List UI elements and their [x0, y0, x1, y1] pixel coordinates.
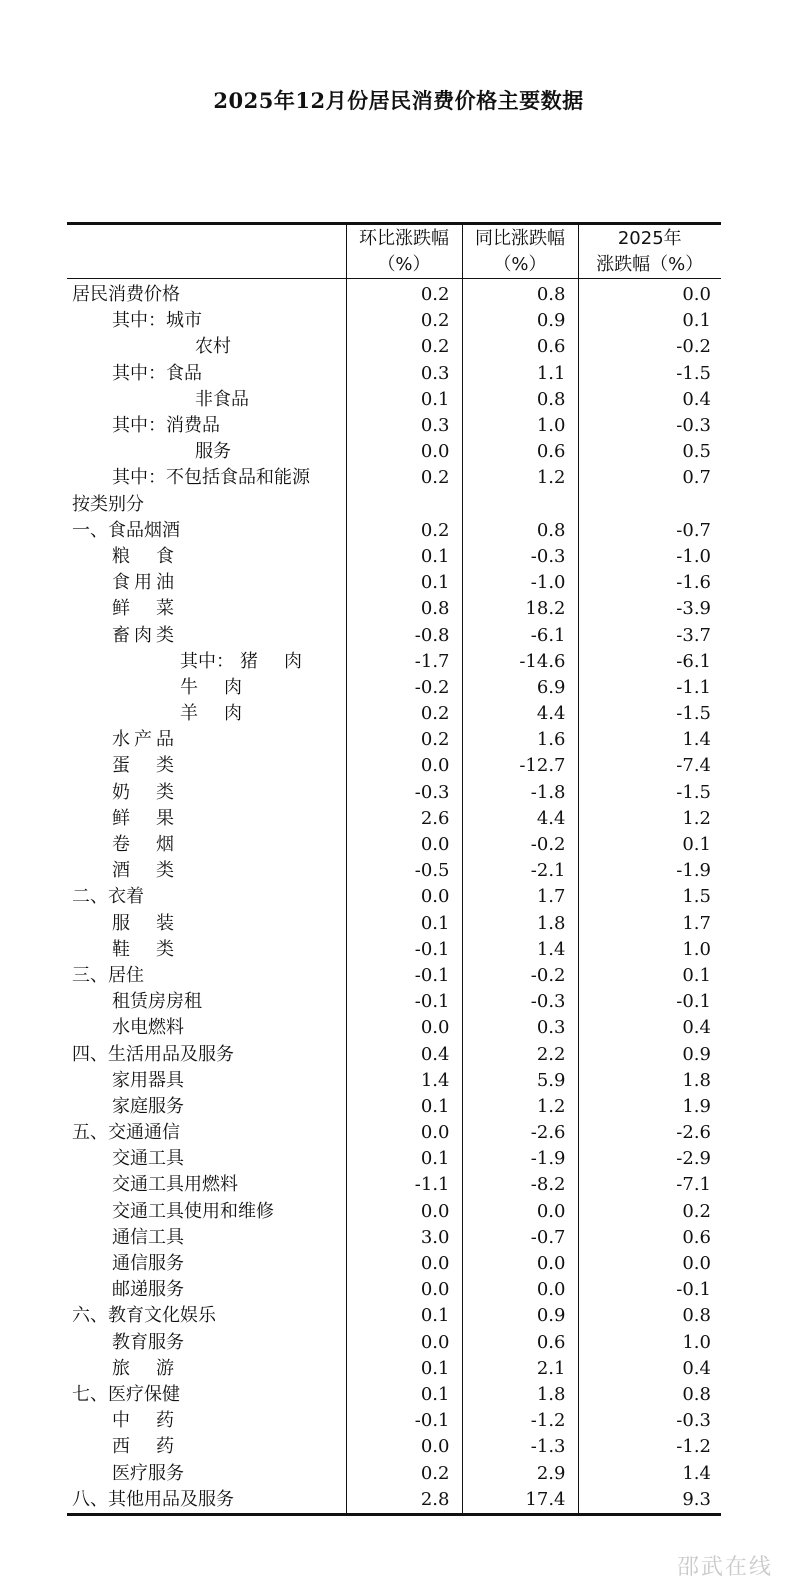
row-label: 其中：城市	[112, 310, 202, 332]
row-label: 交通工具	[112, 1148, 184, 1170]
year-value: 0.2	[578, 1199, 721, 1225]
row-label: 交通工具用燃料	[112, 1174, 238, 1196]
table-row	[67, 1303, 721, 1329]
mom-value: 0.1	[346, 911, 462, 937]
year-value: 0.4	[578, 1015, 721, 1041]
year-value: 0.7	[578, 465, 721, 491]
table-row	[67, 1330, 721, 1356]
yoy-value: 4.4	[462, 701, 578, 727]
table-row	[67, 1146, 721, 1172]
yoy-value: 1.1	[462, 361, 578, 387]
table-row	[67, 937, 721, 963]
table-row	[67, 806, 721, 832]
year-value: 1.0	[578, 937, 721, 963]
year-value: -3.9	[578, 596, 721, 622]
row-label: 一、食品烟酒	[72, 519, 180, 541]
mom-value: 0.2	[346, 334, 462, 360]
row-label: 八、其他用品及服务	[72, 1488, 234, 1510]
year-value: 1.0	[578, 1330, 721, 1356]
yoy-value: 0.6	[462, 334, 578, 360]
row-label: 牛肉	[180, 676, 268, 698]
yoy-value: 5.9	[462, 1068, 578, 1094]
year-value: -0.1	[578, 1277, 721, 1303]
table-row	[67, 413, 721, 439]
table-row	[67, 858, 721, 884]
yoy-value: 1.2	[462, 465, 578, 491]
yoy-value: 0.6	[462, 439, 578, 465]
row-label: 四、生活用品及服务	[72, 1043, 234, 1065]
table-row	[67, 1356, 721, 1382]
yoy-value: 1.6	[462, 727, 578, 753]
table-row	[67, 1460, 721, 1486]
row-label: 鞋类	[112, 938, 200, 960]
row-label: 通信工具	[112, 1226, 184, 1248]
year-value: 1.4	[578, 727, 721, 753]
year-value: 0.9	[578, 1041, 721, 1067]
row-label: 租赁房房租	[112, 991, 202, 1013]
yoy-value: -1.2	[462, 1408, 578, 1434]
table-row	[67, 911, 721, 937]
year-value: 1.7	[578, 911, 721, 937]
table-row	[67, 1199, 721, 1225]
mom-value: -0.8	[346, 622, 462, 648]
table-row	[67, 279, 721, 309]
table-row	[67, 334, 721, 360]
year-value: -1.5	[578, 361, 721, 387]
year-value	[578, 492, 721, 518]
year-value: -0.7	[578, 518, 721, 544]
mom-value: 0.4	[346, 1041, 462, 1067]
row-label: 交通工具使用和维修	[112, 1200, 274, 1222]
year-value: -0.2	[578, 334, 721, 360]
table-row	[67, 1408, 721, 1434]
row-label: 农村	[195, 336, 231, 358]
mom-value: -0.1	[346, 937, 462, 963]
row-label: 二、衣着	[72, 886, 144, 908]
table-row	[67, 1172, 721, 1198]
header-year-line2: 涨跌幅（%）	[596, 253, 704, 275]
header-mom-line2: （%）	[377, 253, 431, 275]
mom-value: 0.2	[346, 1460, 462, 1486]
row-label: 水电燃料	[112, 1017, 184, 1039]
yoy-value: 0.8	[462, 518, 578, 544]
yoy-value: -1.9	[462, 1146, 578, 1172]
row-label: 其中：消费品	[112, 415, 220, 437]
yoy-value: -0.3	[462, 544, 578, 570]
mom-value: 3.0	[346, 1225, 462, 1251]
year-value: 0.1	[578, 308, 721, 334]
year-value: -1.5	[578, 701, 721, 727]
mom-value: 0.0	[346, 884, 462, 910]
header-yoy	[462, 224, 578, 279]
yoy-value: 6.9	[462, 675, 578, 701]
year-value: -0.1	[578, 989, 721, 1015]
year-value: -1.2	[578, 1434, 721, 1460]
row-label: 旅游	[112, 1357, 200, 1379]
mom-value: 0.2	[346, 701, 462, 727]
mom-value: 0.0	[346, 1277, 462, 1303]
header-year	[578, 224, 721, 279]
row-label: 其中： 猪肉	[180, 650, 328, 672]
mom-value: 0.2	[346, 465, 462, 491]
row-label: 食用油	[112, 572, 178, 594]
yoy-value: 1.7	[462, 884, 578, 910]
row-label: 家用器具	[112, 1069, 184, 1091]
yoy-value: -14.6	[462, 649, 578, 675]
yoy-value: 4.4	[462, 806, 578, 832]
year-value: -1.9	[578, 858, 721, 884]
mom-value: 0.0	[346, 1120, 462, 1146]
year-value: 0.4	[578, 387, 721, 413]
mom-value: 0.0	[346, 1434, 462, 1460]
yoy-value: -0.3	[462, 989, 578, 1015]
mom-value: -0.2	[346, 675, 462, 701]
row-label: 教育服务	[112, 1331, 184, 1353]
yoy-value: -8.2	[462, 1172, 578, 1198]
year-value: 0.4	[578, 1356, 721, 1382]
year-value: 9.3	[578, 1487, 721, 1515]
year-value: -7.1	[578, 1172, 721, 1198]
mom-value: 0.0	[346, 832, 462, 858]
table-row	[67, 1277, 721, 1303]
mom-value: 0.8	[346, 596, 462, 622]
yoy-value: 1.2	[462, 1094, 578, 1120]
mom-value: -1.1	[346, 1172, 462, 1198]
table-row	[67, 1041, 721, 1067]
yoy-value: -1.8	[462, 780, 578, 806]
header-year-line1: 2025年	[617, 227, 682, 249]
row-label: 羊肉	[180, 703, 268, 725]
table-row	[67, 518, 721, 544]
row-label: 七、医疗保健	[72, 1383, 180, 1405]
table-row	[67, 465, 721, 491]
mom-value: -0.3	[346, 780, 462, 806]
mom-value: 0.0	[346, 439, 462, 465]
yoy-value: -1.3	[462, 1434, 578, 1460]
yoy-value: -6.1	[462, 622, 578, 648]
mom-value: 0.0	[346, 753, 462, 779]
table-row	[67, 1225, 721, 1251]
row-label: 通信服务	[112, 1253, 184, 1275]
table-row	[67, 753, 721, 779]
yoy-value: 2.9	[462, 1460, 578, 1486]
mom-value: 0.1	[346, 544, 462, 570]
table-row	[67, 1094, 721, 1120]
year-value: -1.5	[578, 780, 721, 806]
yoy-value: -1.0	[462, 570, 578, 596]
row-label: 服装	[112, 912, 200, 934]
row-label: 其中：不包括食品和能源	[112, 467, 310, 489]
header-mom-line1: 环比涨跌幅	[359, 227, 449, 249]
mom-value	[346, 492, 462, 518]
yoy-value: 0.0	[462, 1277, 578, 1303]
table-row	[67, 989, 721, 1015]
row-label: 非食品	[195, 388, 249, 410]
yoy-value: 0.0	[462, 1251, 578, 1277]
year-value: 0.1	[578, 832, 721, 858]
table-row	[67, 570, 721, 596]
mom-value: -0.1	[346, 963, 462, 989]
table-row	[67, 596, 721, 622]
table-row	[67, 832, 721, 858]
yoy-value: -12.7	[462, 753, 578, 779]
cpi-table	[67, 222, 721, 1516]
table-row	[67, 1434, 721, 1460]
mom-value: 0.1	[346, 387, 462, 413]
mom-value: -0.1	[346, 1408, 462, 1434]
mom-value: 0.3	[346, 361, 462, 387]
row-label: 中药	[112, 1410, 200, 1432]
yoy-value: 0.9	[462, 1303, 578, 1329]
yoy-value: 0.9	[462, 308, 578, 334]
year-value: -2.6	[578, 1120, 721, 1146]
year-value: 0.8	[578, 1303, 721, 1329]
header-yoy-line1: 同比涨跌幅	[475, 227, 565, 249]
year-value: -1.1	[578, 675, 721, 701]
table-row	[67, 727, 721, 753]
yoy-value: -0.2	[462, 963, 578, 989]
table-row	[67, 308, 721, 334]
row-label: 按类别分	[72, 493, 144, 515]
table-header-row	[67, 224, 721, 279]
yoy-value: 1.8	[462, 1382, 578, 1408]
row-label: 奶类	[112, 781, 200, 803]
mom-value: 0.2	[346, 727, 462, 753]
header-yoy-line2: （%）	[493, 253, 547, 275]
year-value: 0.6	[578, 1225, 721, 1251]
table-row	[67, 361, 721, 387]
table-row	[67, 1015, 721, 1041]
year-value: 0.8	[578, 1382, 721, 1408]
row-label: 五、交通通信	[72, 1122, 180, 1144]
year-value: -3.7	[578, 622, 721, 648]
year-value: 1.9	[578, 1094, 721, 1120]
mom-value: 0.1	[346, 1094, 462, 1120]
row-label: 水产品	[112, 729, 178, 751]
year-value: -7.4	[578, 753, 721, 779]
table-row	[67, 387, 721, 413]
yoy-value: -2.1	[462, 858, 578, 884]
row-label: 居民消费价格	[72, 284, 180, 306]
mom-value: 0.1	[346, 1356, 462, 1382]
year-value: -0.3	[578, 1408, 721, 1434]
year-value: -1.0	[578, 544, 721, 570]
header-item	[67, 224, 346, 279]
year-value: 1.5	[578, 884, 721, 910]
yoy-value: 0.8	[462, 387, 578, 413]
mom-value: 0.2	[346, 279, 462, 309]
mom-value: 0.3	[346, 413, 462, 439]
row-label: 服务	[195, 441, 231, 463]
row-label: 畜肉类	[112, 624, 178, 646]
year-value: -2.9	[578, 1146, 721, 1172]
yoy-value: 2.2	[462, 1041, 578, 1067]
table-row	[67, 649, 721, 675]
table-row	[67, 1251, 721, 1277]
mom-value: 2.6	[346, 806, 462, 832]
row-label: 酒类	[112, 860, 200, 882]
table-row	[67, 1068, 721, 1094]
header-mom	[346, 224, 462, 279]
row-label: 医疗服务	[112, 1462, 184, 1484]
mom-value: 0.1	[346, 1146, 462, 1172]
mom-value: 0.0	[346, 1251, 462, 1277]
yoy-value: -0.7	[462, 1225, 578, 1251]
mom-value: 1.4	[346, 1068, 462, 1094]
yoy-value: 1.0	[462, 413, 578, 439]
row-label: 邮递服务	[112, 1279, 184, 1301]
year-value: 0.0	[578, 1251, 721, 1277]
yoy-value	[462, 492, 578, 518]
yoy-value: 2.1	[462, 1356, 578, 1382]
year-value: 1.2	[578, 806, 721, 832]
yoy-value: 0.6	[462, 1330, 578, 1356]
row-label: 鲜果	[112, 807, 200, 829]
row-label: 卷烟	[112, 834, 200, 856]
mom-value: 0.1	[346, 1382, 462, 1408]
table-row	[67, 439, 721, 465]
year-value: 0.1	[578, 963, 721, 989]
yoy-value: 1.4	[462, 937, 578, 963]
year-value: -6.1	[578, 649, 721, 675]
row-label: 六、教育文化娱乐	[72, 1305, 216, 1327]
table-row	[67, 492, 721, 518]
yoy-value: 0.8	[462, 279, 578, 309]
row-label: 鲜菜	[112, 598, 200, 620]
year-value: -0.3	[578, 413, 721, 439]
year-value: 0.5	[578, 439, 721, 465]
table-row	[67, 884, 721, 910]
yoy-value: 0.3	[462, 1015, 578, 1041]
mom-value: -0.5	[346, 858, 462, 884]
year-value: -1.6	[578, 570, 721, 596]
table-row	[67, 1487, 721, 1515]
mom-value: 0.2	[346, 518, 462, 544]
yoy-value: 0.0	[462, 1199, 578, 1225]
table-row	[67, 622, 721, 648]
mom-value: -0.1	[346, 989, 462, 1015]
mom-value: -1.7	[346, 649, 462, 675]
row-label: 蛋类	[112, 755, 200, 777]
table-row	[67, 1382, 721, 1408]
table-row	[67, 780, 721, 806]
yoy-value: 18.2	[462, 596, 578, 622]
row-label: 三、居住	[72, 964, 144, 986]
row-label: 家庭服务	[112, 1095, 184, 1117]
table-row	[67, 963, 721, 989]
yoy-value: -0.2	[462, 832, 578, 858]
row-label: 西药	[112, 1436, 200, 1458]
table-row	[67, 675, 721, 701]
yoy-value: 1.8	[462, 911, 578, 937]
year-value: 1.4	[578, 1460, 721, 1486]
table-row	[67, 544, 721, 570]
page-title: 2025年12月份居民消费价格主要数据	[213, 88, 584, 113]
table-row	[67, 701, 721, 727]
mom-value: 0.1	[346, 570, 462, 596]
yoy-value: 17.4	[462, 1487, 578, 1515]
mom-value: 0.0	[346, 1015, 462, 1041]
mom-value: 0.0	[346, 1199, 462, 1225]
watermark: 邵武在线	[676, 1555, 773, 1580]
mom-value: 0.1	[346, 1303, 462, 1329]
year-value: 1.8	[578, 1068, 721, 1094]
mom-value: 0.2	[346, 308, 462, 334]
mom-value: 0.0	[346, 1330, 462, 1356]
row-label: 其中：食品	[112, 362, 202, 384]
year-value: 0.0	[578, 279, 721, 309]
yoy-value: -2.6	[462, 1120, 578, 1146]
table-row	[67, 1120, 721, 1146]
row-label: 粮食	[112, 545, 200, 567]
table-body	[67, 279, 721, 1515]
mom-value: 2.8	[346, 1487, 462, 1515]
